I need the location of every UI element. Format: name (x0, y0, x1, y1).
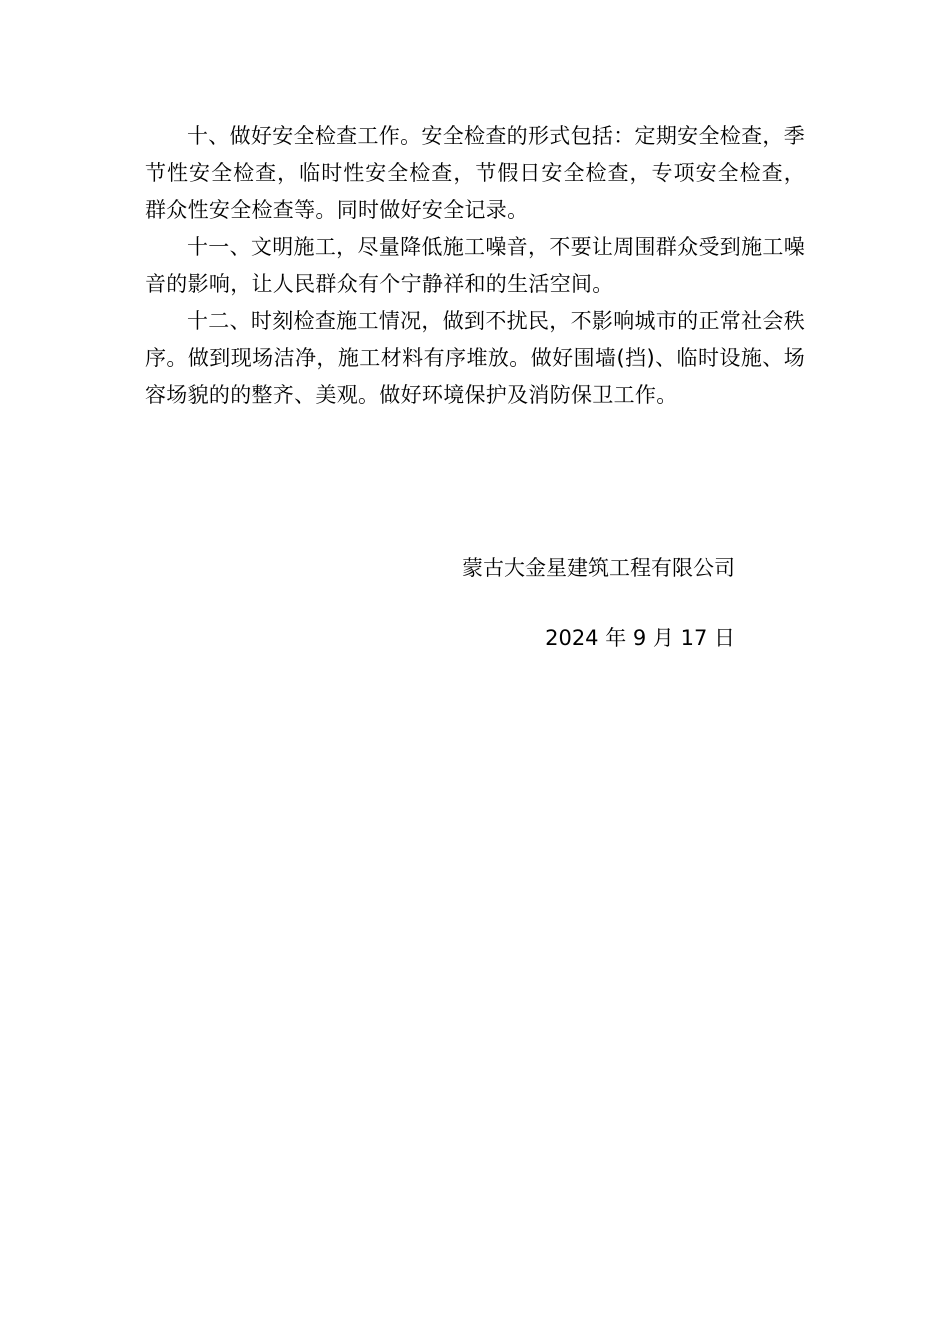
signature-date: 2024 年 9 月 17 日 (545, 626, 735, 650)
paragraph-construction-check: 十二、时刻检查施工情况，做到不扰民，不影响城市的正常社会秩序。做到现场洁净，施工材料有序堆放。做好围墙(挡)、临时设施、场容场貌的的整齐、美观。做好环境保护及消防保卫工作。 (145, 309, 805, 407)
paragraph-safety-inspection: 十、做好安全检查工作。安全检查的形式包括：定期安全检查，季节性安全检查，临时性安全检查，节假日安全检查，专项安全检查，群众性安全检查等。同时做好安全记录。 (145, 124, 805, 222)
company-signature: 蒙古大金星建筑工程有限公司 (462, 556, 735, 580)
document-body (145, 118, 805, 414)
paragraph-civilized-construction: 十一、文明施工，尽量降低施工噪音，不要让周围群众受到施工噪音的影响，让人民群众有个宁静祥和的生活空间。 (145, 235, 805, 296)
